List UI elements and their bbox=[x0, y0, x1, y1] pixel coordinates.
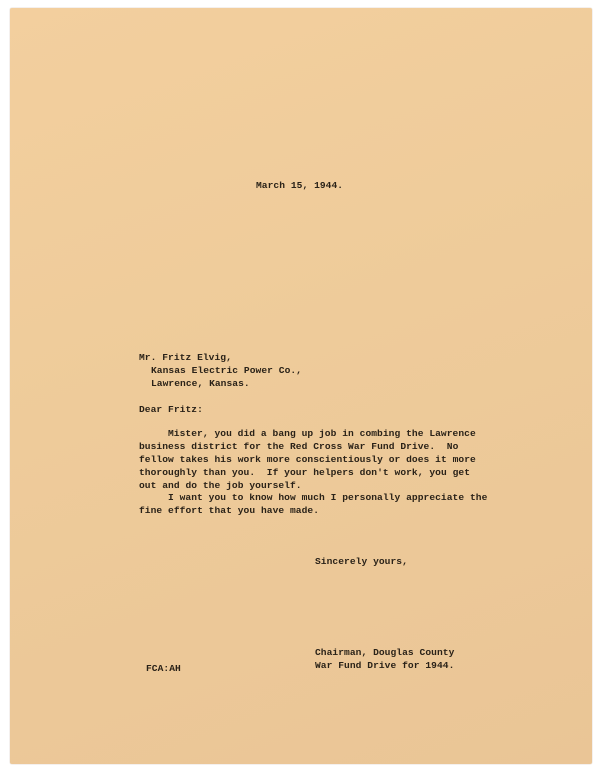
signature-title: Chairman, Douglas County bbox=[315, 647, 455, 658]
typist-initials: FCA:AH bbox=[146, 663, 181, 674]
letter-date: March 15, 1944. bbox=[256, 180, 344, 191]
paragraph1-line4: thoroughly than you. If your helpers don't work, you get bbox=[139, 467, 471, 478]
salutation: Dear Fritz: bbox=[139, 404, 203, 415]
paragraph1-line3: fellow takes his work more conscientiously or does it more bbox=[139, 454, 476, 465]
recipient-company: Kansas Electric Power Co., bbox=[151, 365, 302, 376]
paragraph2-line1: I want you to know how much I personally appreciate the bbox=[168, 492, 488, 503]
paragraph2-line2: fine effort that you have made. bbox=[139, 505, 320, 516]
closing: Sincerely yours, bbox=[315, 556, 408, 567]
paragraph1-line1: Mister, you did a bang up job in combing the Lawrence bbox=[168, 428, 476, 439]
signature-org: War Fund Drive for 1944. bbox=[315, 660, 455, 671]
paragraph1-line2: business district for the Red Cross War Fund Drive. No bbox=[139, 441, 459, 452]
recipient-city: Lawrence, Kansas. bbox=[151, 378, 250, 389]
letter-page bbox=[10, 8, 592, 764]
recipient-name: Mr. Fritz Elvig, bbox=[139, 352, 232, 363]
paragraph1-line5: out and do the job yourself. bbox=[139, 480, 302, 491]
